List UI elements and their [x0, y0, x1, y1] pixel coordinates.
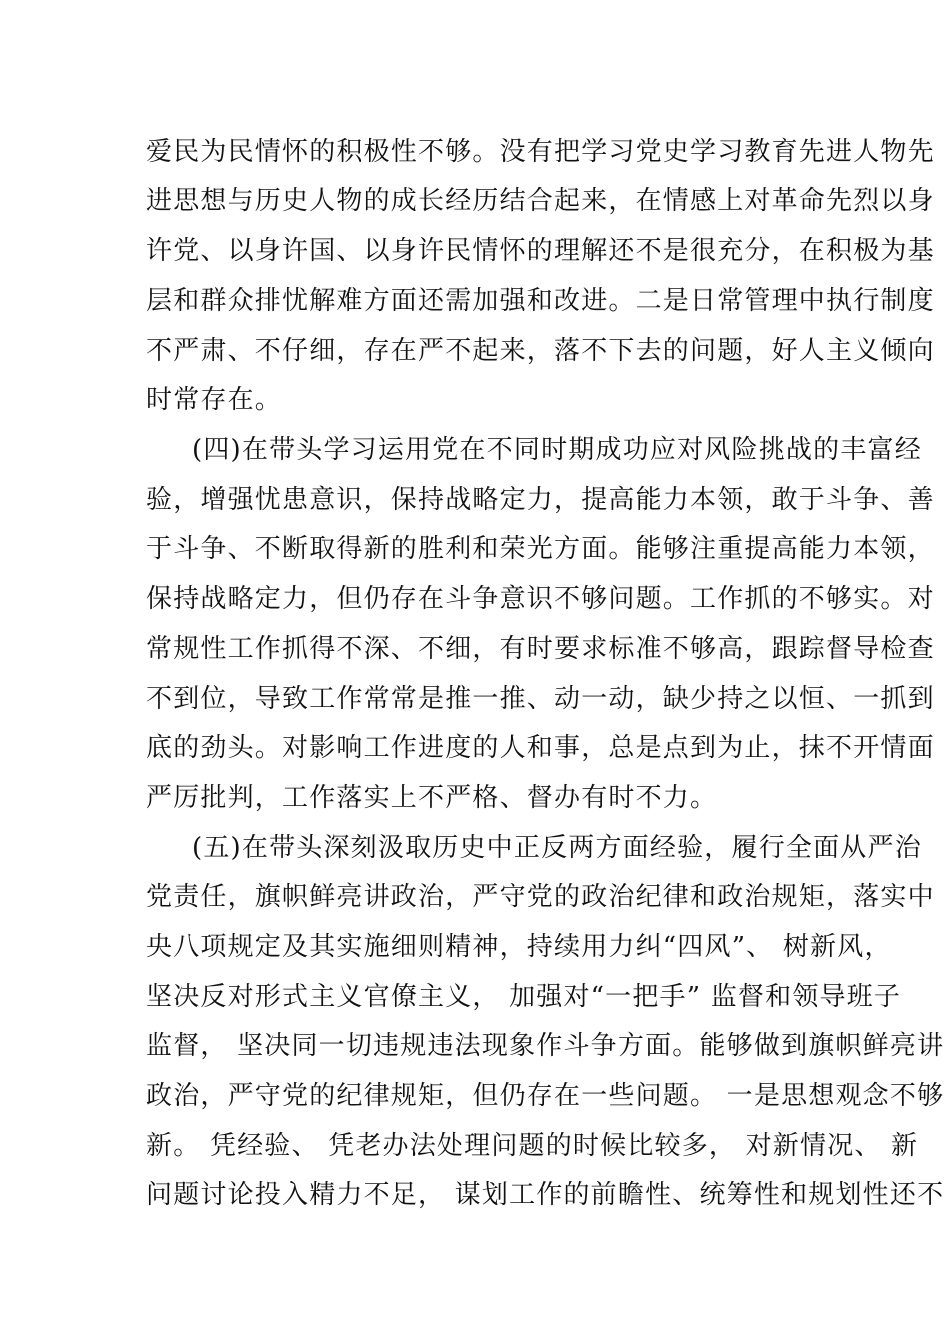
text-line: 许党、以身许国、以身许民情怀的理解还不是很充分，在积极为基 — [146, 236, 935, 266]
text-line: 党责任，旗帜鲜亮讲政治，严守党的政治纪律和政治规矩，落实中 — [146, 882, 935, 912]
text-line: 保持战略定力，但仍存在斗争意识不够问题。工作抓的不够实。对 — [146, 584, 935, 614]
text-line: 常规性工作抓得不深、不细，有时要求标准不够高，跟踪督导检查 — [146, 634, 935, 664]
text-line: (五)在带头深刻汲取历史中正反两方面经验，履行全面从严治 — [192, 833, 922, 863]
text-line: (四)在带头学习运用党在不同时期成功应对风险挑战的丰富经 — [192, 435, 922, 465]
text-line: 坚决反对形式主义官僚主义， 加强对“一把手” 监督和领导班子 — [146, 982, 902, 1012]
text-line: 严厉批判，工作落实上不严格、督办有时不力。 — [146, 783, 718, 813]
text-line: 时常存在。 — [146, 385, 283, 415]
text-line: 层和群众排忧解难方面还需加强和改进。二是日常管理中执行制度 — [146, 286, 935, 316]
text-line: 爱民为民情怀的积极性不够。没有把学习党史学习教育先进人物先 — [146, 137, 935, 167]
text-line: 进思想与历史人物的成长经历结合起来，在情感上对革命先烈以身 — [146, 186, 935, 216]
text-line: 不到位，导致工作常常是推一推、动一动，缺少持之以恒、一抓到 — [146, 684, 935, 714]
text-line: 验，增强忧患意识，保持战略定力，提高能力本领，敢于斗争、善 — [146, 485, 935, 515]
text-line: 央八项规定及其实施细则精神，持续用力纠“四风”、 树新风， — [146, 932, 892, 962]
text-line: 于斗争、不断取得新的胜利和荣光方面。能够注重提高能力本领， — [146, 534, 935, 564]
text-line: 问题讨论投入精力不足， 谋划工作的前瞻性、统筹性和规划性还不 — [146, 1180, 945, 1210]
text-line: 新。 凭经验、 凭老办法处理问题的时候比较多， 对新情况、 新 — [146, 1131, 919, 1161]
text-line: 监督， 坚决同一切违规违法现象作斗争方面。能够做到旗帜鲜亮讲 — [146, 1031, 945, 1061]
text-line: 不严肃、不仔细，存在严不起来，落不下去的问题，好人主义倾向 — [146, 336, 935, 366]
text-line: 底的劲头。对影响工作进度的人和事，总是点到为止，抹不开情面 — [146, 733, 935, 763]
text-line: 政治，严守党的纪律规矩，但仍存在一些问题。 一是思想观念不够 — [146, 1081, 945, 1111]
